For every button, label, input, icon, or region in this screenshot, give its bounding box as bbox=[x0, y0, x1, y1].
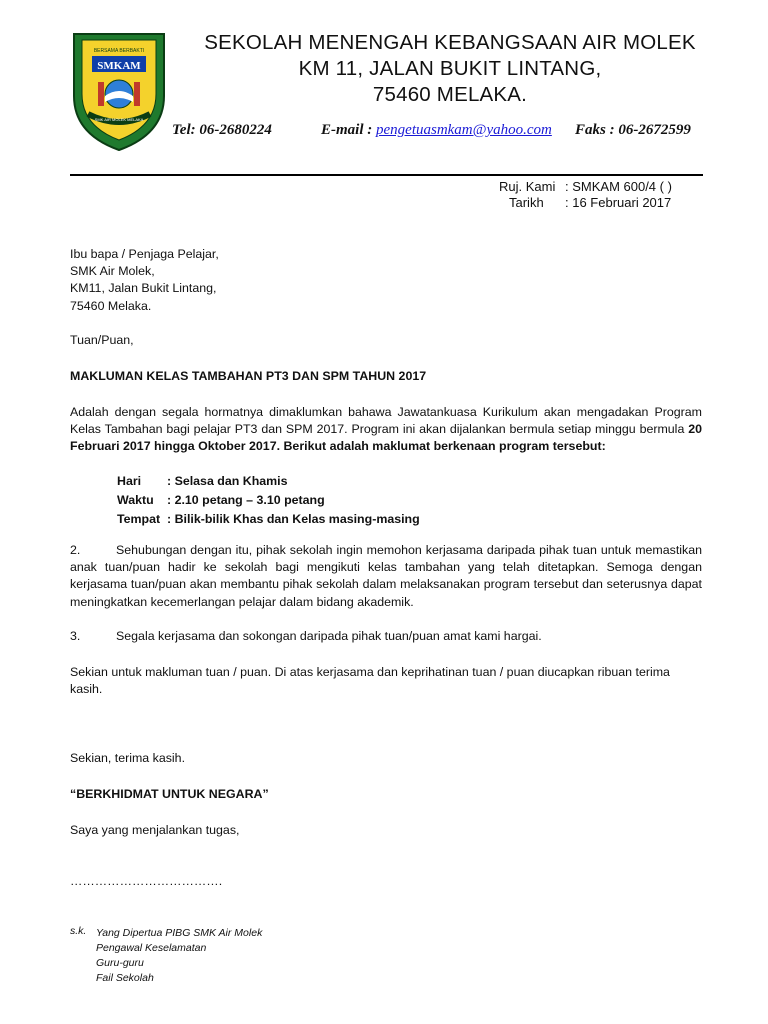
school-header bbox=[200, 30, 700, 108]
svg-text:SMKAM: SMKAM bbox=[97, 60, 141, 72]
salutation: Tuan/Puan, bbox=[70, 333, 134, 347]
signature-line: ………………………………. bbox=[70, 874, 223, 888]
tarikh-value: : 16 Februari 2017 bbox=[565, 195, 672, 210]
paragraph-2: 2. Sehubungan dengan itu, pihak sekolah ingin memohon kerjasama daripada pihak tuan untuk memastikan anak tuan/puan hadir ke sekolah bagi mengikuti kelas tambahan yang telah ditetapkan. Semoga dengan kerjasama tuan/puan akan membantu pihak sekolah dalam melaksanakan program tersebut dan seterusnya dapat meningkatkan kecemerlangan pelajar dalam bidang akademik. bbox=[70, 543, 702, 609]
cc-list bbox=[96, 926, 262, 986]
school-crest-logo bbox=[68, 26, 170, 154]
school-address-line2: 75460 MELAKA. bbox=[372, 83, 528, 106]
email-link[interactable]: pengetuasmkam@yahoo.com bbox=[376, 122, 552, 138]
school-address-line1: KM 11, JALAN BUKIT LINTANG, bbox=[298, 57, 602, 80]
paragraph-4: Sekian untuk makluman tuan / puan. Di atas kerjasama dan keprihatinan tuan / puan diucapkan ribuan terima kasih. bbox=[70, 665, 670, 697]
email-label: E-mail : bbox=[321, 122, 376, 138]
paragraph-1: Adalah dengan segala hormatnya dimaklumkan bahawa Jawatankuasa Kurikulum akan mengadakan Program Kelas Tambahan bagi pelajar PT3 dan SPM 2017. Program ini akan dijalankan bermula setiap minggu bermula 20 Februari 2017 hingga Oktober 2017. Berikut adalah maklumat berkenaan program tersebut: bbox=[70, 405, 702, 454]
motto: “BERKHIDMAT UNTUK NEGARA” bbox=[70, 787, 269, 801]
subject: MAKLUMAN KELAS TAMBAHAN PT3 DAN SPM TAHUN 2017 bbox=[70, 369, 427, 383]
recipient-line: KM11, Jalan Bukit Lintang, bbox=[70, 281, 217, 296]
schedule-row: Tempat : Bilik-bilik Khas dan Kelas masing-masing bbox=[117, 512, 420, 527]
svg-text:BERSAMA BERBAKTI: BERSAMA BERBAKTI bbox=[93, 48, 145, 54]
schedule-table bbox=[116, 472, 421, 530]
cc-item: Fail Sekolah bbox=[96, 972, 154, 984]
signoff: Saya yang menjalankan tugas, bbox=[70, 823, 240, 837]
cc-item: Pengawal Keselamatan bbox=[96, 942, 207, 954]
paragraph-3: 3. Segala kerjasama dan sokongan daripada pihak tuan/puan amat kami hargai. bbox=[70, 629, 542, 643]
recipient-line: Ibu bapa / Penjaga Pelajar, bbox=[70, 247, 219, 261]
cc-item: Guru-guru bbox=[96, 957, 144, 969]
fax: Faks : 06-2672599 bbox=[575, 122, 691, 138]
reference-block bbox=[499, 179, 672, 211]
recipient-line: SMK Air Molek, bbox=[70, 264, 155, 279]
telephone: Tel: 06-2680224 bbox=[172, 122, 272, 138]
school-name: SEKOLAH MENENGAH KEBANGSAAN AIR MOLEK bbox=[204, 31, 696, 54]
cc-item: Yang Dipertua PIBG SMK Air Molek bbox=[96, 927, 263, 939]
ruj-value: : SMKAM 600/4 ( ) bbox=[565, 179, 672, 194]
recipient-address bbox=[70, 246, 702, 315]
header-divider bbox=[70, 174, 703, 176]
ruj-label: Ruj. Kami bbox=[499, 179, 556, 194]
recipient-line: 75460 Melaka. bbox=[70, 298, 152, 313]
closing: Sekian, terima kasih. bbox=[70, 751, 186, 765]
svg-text:SMK AIR MOLEK MELAKA: SMK AIR MOLEK MELAKA bbox=[94, 117, 144, 122]
schedule-row: Waktu : 2.10 petang – 3.10 petang bbox=[117, 493, 325, 508]
schedule-row: Hari : Selasa dan Khamis bbox=[117, 474, 288, 488]
cc-prefix: s.k. bbox=[70, 925, 87, 937]
email-contact bbox=[321, 122, 552, 139]
tarikh-label: Tarikh bbox=[509, 195, 544, 210]
